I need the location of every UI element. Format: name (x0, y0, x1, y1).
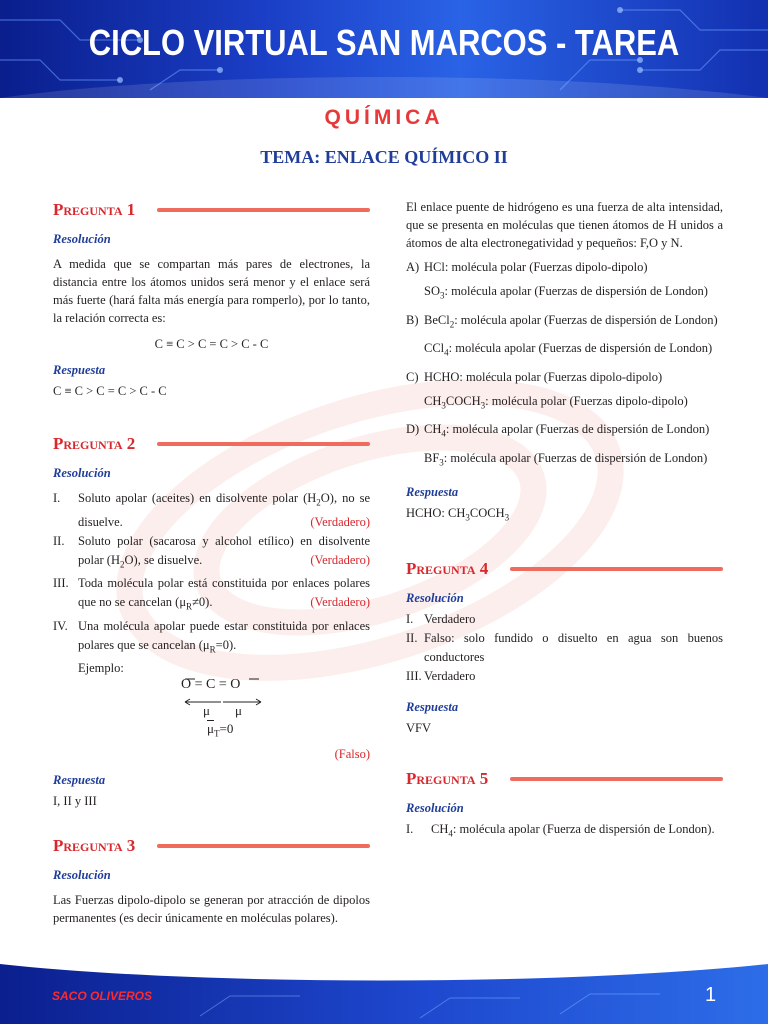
list-item: I. $CH_4$: molécula apolar (Fuerza de dispersión de London). (406, 821, 715, 838)
question-5-title: Pregunta 5 (406, 768, 489, 788)
item-number: III. (53, 576, 69, 590)
question-1-heading (53, 196, 370, 224)
question-2-title: Pregunta 2 (53, 434, 136, 453)
verdict-tag: (Verdadero) (310, 552, 370, 567)
list-item: I. Verdadero (406, 611, 476, 626)
respuesta-label: Respuesta (53, 773, 106, 787)
q1-relation: C ≡ C > C = C > C - C (154, 337, 269, 351)
q1-explanation: A medida que se compartan más pares de electrones, la distancia entre los átomos unidos será menor y el enlace será más fuerte (hará falta más energía para romperlo), por lo tanto, la relación correcta es: (53, 257, 370, 325)
item-text: Soluto polar (sacarosa y alcohol etílico) en disolvente polar $(H_2O)$, se disuelve. (Verdadero) (78, 533, 370, 569)
verdict-tag: (Verdadero) (310, 514, 370, 529)
heading-rule (157, 208, 370, 212)
resolucion-label: Resolución (53, 868, 111, 882)
heading-rule (510, 567, 723, 571)
page-number: 1 (705, 984, 717, 1006)
left-column (53, 196, 370, 927)
option-d: D) $CH_4$: molécula apolar (Fuerzas de dispersión de London) $BF_3$: molécula apolar (Fuerzas de dispersión de London) (406, 422, 710, 467)
right-column (406, 196, 723, 843)
option-b: B) BeCl$_2$: molécula apolar (Fuerzas de dispersión de London) CCl$_4$: molécula apolar (Fuerzas de dispersión de London) (406, 312, 718, 358)
mu-right: μ (235, 703, 242, 718)
q2-false-tag: (Falso) (334, 747, 370, 761)
item-text: Una molécula apolar puede estar constituida por enlaces polares que se cancelan $(\mu_R=0)$. (78, 618, 370, 654)
header-title: CICLO VIRTUAL SAN MARCOS - TAREA (88, 22, 680, 63)
respuesta-label: Respuesta (406, 699, 459, 714)
list-item (53, 532, 370, 575)
heading-rule (157, 844, 370, 848)
q1-answer: C ≡ C > C = C > C - C (53, 384, 167, 398)
question-5-heading (406, 765, 723, 793)
heading-rule (157, 442, 370, 446)
q2-answer: I, II y III (53, 794, 97, 808)
question-3-title: Pregunta 3 (53, 836, 136, 855)
dipole-arrows (181, 677, 271, 717)
option-a: A) HCl: molécula polar (Fuerzas dipolo-dipolo) $SO_3$: molécula apolar (Fuerzas de dispersión de London) (406, 260, 708, 301)
item-number: II. (53, 533, 65, 548)
item-text: Toda molécula polar está constituida por enlaces polares que no se cancelan $(\mu_R\ne 0)$. (Verdadero) (78, 576, 370, 612)
q5-list (406, 820, 723, 844)
list-item: II. Falso: solo fundido o disuelto en agua son buenos conductores (406, 630, 723, 664)
q3-options (406, 258, 723, 471)
verdict-tag: (Verdadero) (310, 595, 370, 609)
resolucion-label: Resolución (53, 232, 111, 246)
question-4-heading (406, 555, 723, 583)
q4-answer: VFV (406, 720, 432, 735)
q3-answer: HCHO: $CH_3COCH_3$ (406, 506, 510, 523)
mu-total: $\overline{\mu}_T=0$ (207, 721, 234, 739)
topic-title: TEMA: ENLACE QUÍMICO II (260, 147, 508, 167)
resolucion-label: Resolución (406, 800, 464, 815)
heading-rule (510, 777, 723, 781)
respuesta-label: Respuesta (406, 485, 459, 499)
question-3-heading (53, 832, 370, 860)
q3-explanation: Las Fuerzas dipolo-dipolo se generan por atracción de dipolos permanentes (es decir únicamente en moléculas polares). (53, 893, 370, 925)
question-4-title: Pregunta 4 (406, 558, 489, 578)
list-item (53, 617, 370, 660)
respuesta-label: Respuesta (53, 363, 106, 377)
question-1-title: Pregunta 1 (53, 200, 136, 219)
example-label: Ejemplo: (78, 661, 124, 675)
q3-hbond-text: El enlace puente de hidrógeno es una fuerza de alta intensidad, que se presenta en moléculas que tienen átomos de H unidos a átomos de alta electronegatividad y pequeños: F,O y N. (406, 200, 723, 250)
list-item (53, 489, 370, 532)
co2-molecule: O = C = O (181, 677, 241, 692)
mu-left: μ (203, 703, 210, 718)
q4-list (406, 610, 723, 686)
item-number: IV. (53, 618, 68, 633)
co2-dipole-diagram (53, 677, 370, 743)
item-text: Soluto apolar (aceites) en disolvente polar $(H_2O)$, no se disuelve. (Verdadero) (78, 489, 370, 532)
list-item (53, 574, 370, 617)
q2-statement-list (53, 489, 370, 659)
page-header (0, 0, 768, 98)
resolucion-label: Resolución (406, 590, 464, 605)
footer-logo: SACO OLIVEROS (52, 989, 153, 1003)
option-c: C) HCHO: molécula polar (Fuerzas dipolo-dipolo) $CH_3COCH_3$: molécula polar (Fuerzas dipolo-dipolo) (406, 369, 688, 410)
resolucion-label: Resolución (53, 466, 111, 480)
item-number: I. (53, 491, 61, 505)
subject-title: QUÍMICA (324, 106, 444, 129)
question-2-heading (53, 430, 370, 458)
list-item: III. Verdadero (406, 668, 476, 683)
page-footer (0, 956, 768, 1024)
